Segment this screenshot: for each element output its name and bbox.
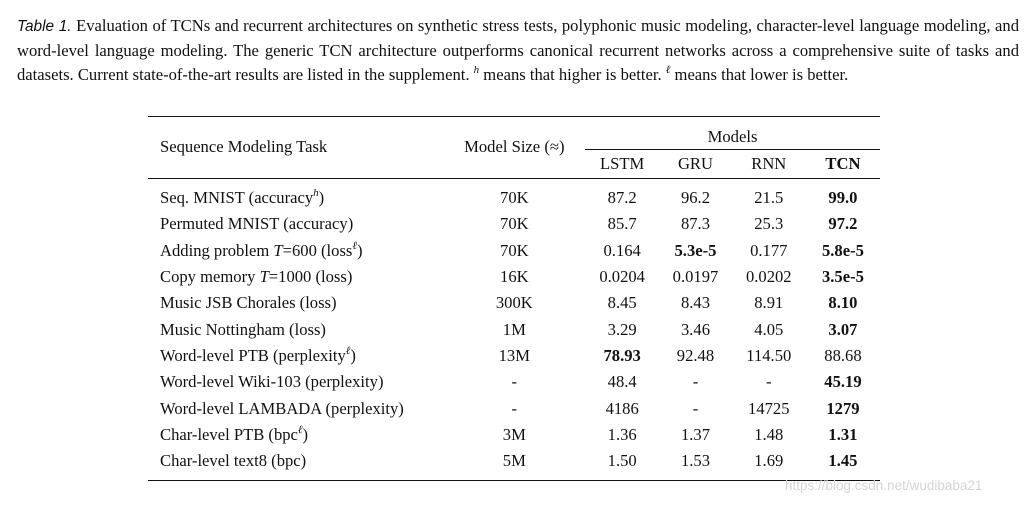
cell-gru: - xyxy=(692,372,699,392)
task-var-text: T xyxy=(259,267,269,287)
cell-rnn: 1.48 xyxy=(754,424,784,444)
cell-rnn: 0.177 xyxy=(750,240,788,260)
task-var-text: T xyxy=(273,240,283,260)
cell-size: - xyxy=(511,372,518,392)
cell-tcn: 3.07 xyxy=(828,319,858,339)
cell-lstm: 3.29 xyxy=(607,319,637,339)
table-row xyxy=(148,264,880,290)
cell-size: 70K xyxy=(500,188,529,208)
task-post-text: ) xyxy=(356,240,363,260)
task-pre-text: Word-level PTB (perplexity xyxy=(160,345,346,365)
task-pre-text: Char-level text8 (bpc) xyxy=(160,451,307,471)
cell-gru: 87.3 xyxy=(680,214,710,234)
cell-gru: 5.3e-5 xyxy=(674,240,717,260)
cell-lstm: 1.50 xyxy=(607,451,637,471)
table-caption xyxy=(17,14,1019,88)
table-row xyxy=(148,448,880,481)
cell-task xyxy=(148,316,444,342)
task-pre-text: Music JSB Chorales (loss) xyxy=(160,293,337,313)
cell-size: 300K xyxy=(495,293,533,313)
cell-lstm: 0.0204 xyxy=(599,267,645,287)
cell-size: 70K xyxy=(500,240,529,260)
table-body xyxy=(148,179,880,481)
caption-sup-l: ℓ xyxy=(665,64,671,77)
header-lstm: LSTM xyxy=(600,154,645,173)
table-row xyxy=(148,422,880,448)
task-sup-text: ℓ xyxy=(345,344,351,357)
caption-text-lower: means that lower is better. xyxy=(670,65,849,85)
cell-gru: 96.2 xyxy=(680,188,710,208)
cell-tcn: 88.68 xyxy=(824,345,862,365)
table-row xyxy=(148,290,880,316)
header-task: Sequence Modeling Task xyxy=(160,136,328,156)
table-row xyxy=(148,238,880,264)
header-rnn: RNN xyxy=(751,154,787,173)
task-post-text: ) xyxy=(350,345,356,365)
table-row xyxy=(148,179,880,212)
cell-tcn: 97.2 xyxy=(828,214,858,234)
cell-tcn: 3.5e-5 xyxy=(821,267,864,287)
cell-task xyxy=(148,422,444,448)
watermark: https://blog.csdn.net/wudibaba21 xyxy=(785,478,983,493)
cell-rnn: 21.5 xyxy=(754,188,784,208)
cell-tcn: 1.31 xyxy=(828,424,858,444)
cell-tcn: 45.19 xyxy=(824,372,862,392)
cell-task xyxy=(148,290,444,316)
cell-task xyxy=(148,211,444,237)
header-gru: GRU xyxy=(677,154,713,173)
task-pre-text: Char-level PTB (bpc xyxy=(160,424,298,444)
cell-rnn: - xyxy=(766,372,772,392)
task-mid-text: =1000 (loss) xyxy=(268,267,353,287)
cell-tcn: 1.45 xyxy=(828,451,858,471)
cell-lstm: 1.36 xyxy=(607,424,637,444)
cell-size: - xyxy=(511,398,518,418)
task-pre-text: Adding problem xyxy=(160,240,274,260)
header-tcn: TCN xyxy=(825,154,861,173)
task-sup-text: h xyxy=(313,187,319,200)
cell-size: 13M xyxy=(498,345,530,365)
cell-lstm: 4186 xyxy=(605,398,639,418)
table-row xyxy=(148,211,880,237)
cell-gru: 92.48 xyxy=(676,345,715,365)
table-row xyxy=(148,316,880,342)
cell-task xyxy=(148,179,444,212)
cell-rnn: 1.69 xyxy=(754,451,784,471)
task-pre-text: Copy memory xyxy=(160,267,260,287)
cell-size: 70K xyxy=(500,214,529,234)
task-pre-text: Permuted MNIST (accuracy) xyxy=(160,214,354,234)
cell-gru: 1.53 xyxy=(680,451,710,471)
cell-task xyxy=(148,448,444,481)
cell-lstm: 87.2 xyxy=(607,188,637,208)
header-models: Models xyxy=(585,117,880,150)
task-pre-text: Seq. MNIST (accuracy xyxy=(160,188,314,208)
cell-tcn: 8.10 xyxy=(828,293,858,313)
caption-sup-h: h xyxy=(473,64,480,77)
task-post-text: ) xyxy=(302,424,309,444)
cell-gru: 8.43 xyxy=(680,293,710,313)
cell-task xyxy=(148,395,444,421)
cell-gru: 0.0197 xyxy=(672,267,719,287)
task-post-text: ) xyxy=(318,188,325,208)
task-mid-text: =600 (loss xyxy=(282,240,353,260)
task-sup-text: ℓ xyxy=(297,423,303,436)
cell-rnn: 25.3 xyxy=(754,214,784,234)
cell-gru: 3.46 xyxy=(680,319,710,339)
cell-lstm: 8.45 xyxy=(607,293,637,313)
cell-lstm: 85.7 xyxy=(607,214,637,234)
cell-rnn: 0.0202 xyxy=(745,267,792,287)
cell-size: 3M xyxy=(502,424,526,444)
cell-lstm: 78.93 xyxy=(603,345,641,365)
task-pre-text: Music Nottingham (loss) xyxy=(160,319,326,339)
task-pre-text: Word-level Wiki-103 (perplexity) xyxy=(160,372,384,392)
cell-gru: 1.37 xyxy=(680,424,710,444)
cell-rnn: 4.05 xyxy=(754,319,784,339)
cell-rnn: 8.91 xyxy=(754,293,784,313)
caption-text-higher: means that higher is better. xyxy=(479,65,666,85)
cell-task xyxy=(148,343,444,369)
cell-tcn: 1279 xyxy=(826,398,860,418)
results-table xyxy=(148,116,880,481)
table-row xyxy=(148,343,880,369)
cell-task xyxy=(148,238,444,264)
cell-lstm: 0.164 xyxy=(603,240,641,260)
caption-text: Evaluation of TCNs and recurrent architectures on synthetic stress tests, polyphonic music modeling, character-level language modeling, and word-level language modeling. The generic TCN architecture outperforms canonical recurrent networks across a comprehensive suite of tasks and datasets. Current state-of-the-art results are listed in the supplement. xyxy=(17,16,1019,85)
cell-rnn: 114.50 xyxy=(746,345,792,365)
task-sup-text: ℓ xyxy=(352,239,357,252)
cell-task xyxy=(148,264,444,290)
task-pre-text: Word-level LAMBADA (perplexity) xyxy=(160,398,404,418)
cell-tcn: 99.0 xyxy=(828,188,858,208)
cell-rnn: 14725 xyxy=(748,398,790,418)
cell-task xyxy=(148,369,444,395)
cell-tcn: 5.8e-5 xyxy=(821,240,864,260)
cell-lstm: 48.4 xyxy=(607,372,637,392)
cell-size: 5M xyxy=(502,451,526,471)
table-row xyxy=(148,395,880,421)
cell-size: 16K xyxy=(500,267,529,287)
header-model-size: Model Size (≈) xyxy=(464,136,565,156)
caption-label: Table 1. xyxy=(17,18,72,35)
cell-size: 1M xyxy=(502,319,526,339)
cell-gru: - xyxy=(692,398,699,418)
table-row xyxy=(148,369,880,395)
